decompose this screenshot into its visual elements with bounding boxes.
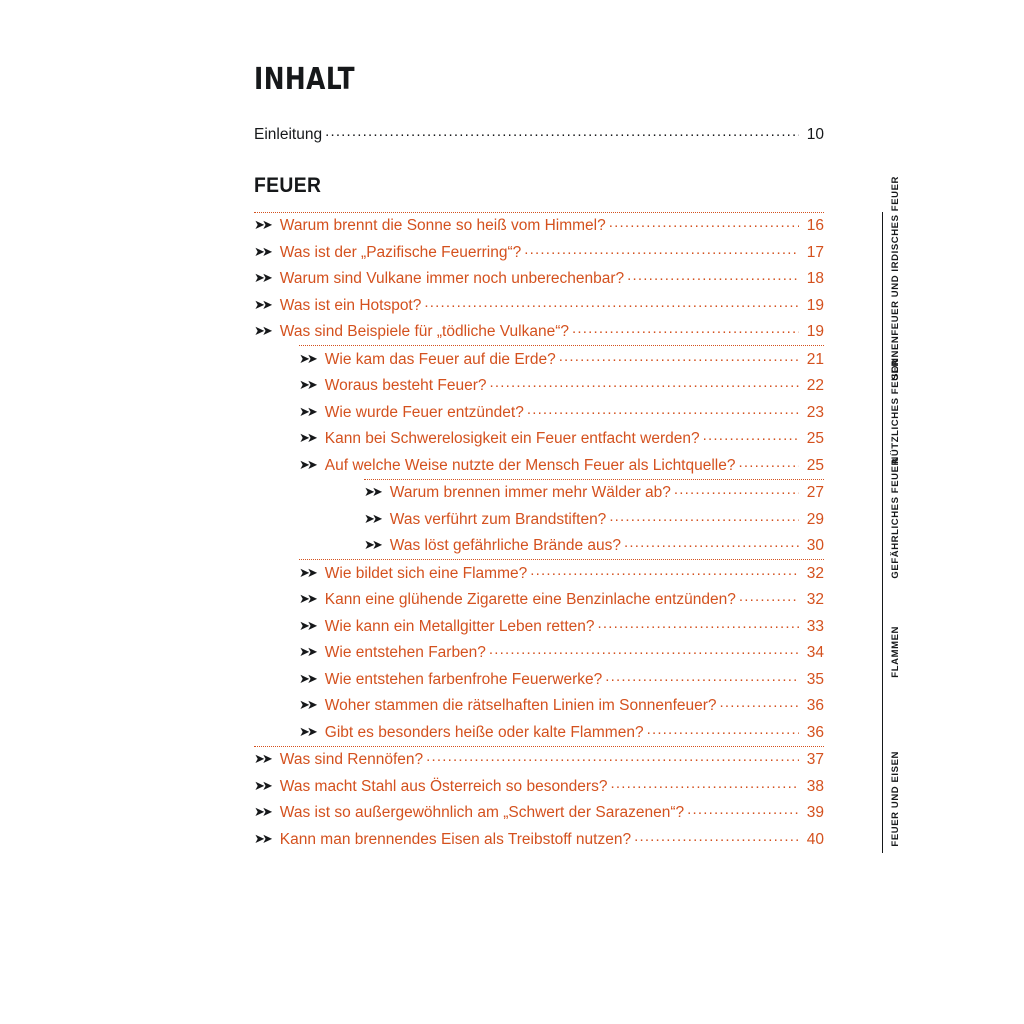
- toc-entry[interactable]: [254, 292, 824, 319]
- toc-entry[interactable]: [254, 800, 824, 827]
- toc-entry-label: Woher stammen die rätselhaften Linien im Sonnenfeuer?: [324, 697, 717, 714]
- toc-entry[interactable]: [364, 533, 824, 560]
- toc-entry[interactable]: [299, 587, 824, 614]
- leader-dots: [624, 535, 799, 550]
- double-chevron-right-icon: ➤➤: [364, 510, 380, 526]
- toc-entry[interactable]: [299, 373, 824, 400]
- toc-group-feuer-und-eisen: [254, 746, 902, 853]
- toc-entry-page: 38: [806, 777, 824, 795]
- toc-entry-page: 29: [806, 510, 824, 528]
- toc-entry-label: Wie entstehen Farben?: [324, 644, 486, 661]
- toc-entry[interactable]: [254, 747, 824, 774]
- leader-dots: [426, 749, 799, 764]
- toc-entry-label: Was ist der „Pazifische Feuerring“?: [279, 243, 522, 261]
- toc-entry-page: 34: [806, 644, 824, 661]
- group-side-label: [882, 746, 902, 853]
- leader-dots: [490, 375, 800, 390]
- toc-entry-page: 23: [806, 403, 824, 421]
- leader-dots: [703, 428, 799, 443]
- leader-dots: [325, 124, 799, 139]
- toc-entry[interactable]: [299, 399, 824, 426]
- side-label-rule: [882, 479, 883, 560]
- double-chevron-right-icon: ➤➤: [299, 723, 315, 739]
- toc-entry-page: 39: [806, 804, 824, 821]
- toc-content: [254, 62, 902, 853]
- toc-entry-page: 19: [806, 296, 824, 314]
- leader-dots: [610, 776, 799, 791]
- toc-entry-label: Auf welche Weise nutzte der Mensch Feuer als Lichtquelle?: [324, 456, 736, 474]
- toc-entry-label: Was verführt zum Brandstiften?: [389, 510, 607, 528]
- double-chevron-right-icon: ➤➤: [299, 564, 315, 580]
- double-chevron-right-icon: ➤➤: [254, 830, 270, 846]
- toc-entry-label: Was löst gefährliche Brände aus?: [389, 537, 621, 554]
- leader-dots: [609, 215, 799, 230]
- double-chevron-right-icon: ➤➤: [254, 777, 270, 793]
- toc-entry-page: 17: [806, 243, 824, 261]
- leader-dots: [674, 482, 799, 497]
- toc-entry-label: Was macht Stahl aus Österreich so besonders?: [279, 777, 608, 795]
- double-chevron-right-icon: ➤➤: [254, 296, 270, 312]
- toc-entry-page: 25: [806, 430, 824, 447]
- double-chevron-right-icon: ➤➤: [254, 804, 270, 819]
- leader-dots: [524, 242, 799, 257]
- leader-dots: [634, 829, 799, 844]
- double-chevron-right-icon: ➤➤: [254, 751, 270, 766]
- double-chevron-right-icon: ➤➤: [299, 350, 315, 366]
- leader-dots: [627, 268, 799, 283]
- toc-entry-page: 19: [806, 323, 824, 340]
- toc-entry-label: Wie kann ein Metallgitter Leben retten?: [324, 617, 595, 635]
- group-side-label: [882, 559, 902, 746]
- toc-entry-label: Was sind Rennöfen?: [279, 751, 424, 768]
- toc-entry-page: 36: [806, 723, 824, 741]
- toc-entry[interactable]: [254, 266, 824, 293]
- toc-entry-label: Kann bei Schwerelosigkeit ein Feuer entfacht werden?: [324, 430, 700, 447]
- toc-group-nuetzliches-feuer: [254, 345, 902, 479]
- toc-entry[interactable]: [254, 239, 824, 266]
- toc-entry[interactable]: [299, 426, 824, 453]
- leader-dots: [572, 321, 799, 336]
- double-chevron-right-icon: ➤➤: [364, 484, 380, 499]
- double-chevron-right-icon: ➤➤: [254, 217, 270, 232]
- toc-entry-label: Wie bildet sich eine Flamme?: [324, 564, 528, 582]
- leader-dots: [738, 455, 799, 470]
- toc-entry[interactable]: [364, 506, 824, 533]
- side-label-rule: [882, 212, 883, 346]
- toc-entry-label: Wie wurde Feuer entzündet?: [324, 403, 524, 421]
- leader-dots: [489, 642, 799, 657]
- double-chevron-right-icon: ➤➤: [299, 617, 315, 633]
- toc-entry-label: Einleitung: [254, 125, 323, 143]
- toc-group-flammen: [254, 559, 902, 746]
- toc-entry[interactable]: [254, 319, 824, 346]
- toc-entry-page: 10: [806, 125, 824, 143]
- toc-entry-label: Was sind Beispiele für „tödliche Vulkane“?: [279, 323, 569, 340]
- side-label-text: GEFÄHRLICHES FEUER: [890, 458, 902, 580]
- page-title: INHALT: [254, 62, 355, 97]
- toc-entry-label: Gibt es besonders heiße oder kalte Flammen?: [324, 723, 644, 741]
- toc-entry-page: 25: [806, 456, 824, 474]
- toc-entry-page: 33: [806, 617, 824, 635]
- toc-entry-page: 40: [806, 830, 824, 848]
- toc-entry[interactable]: [299, 640, 824, 667]
- double-chevron-right-icon: ➤➤: [299, 644, 315, 659]
- double-chevron-right-icon: ➤➤: [299, 377, 315, 392]
- toc-entry-page: 36: [806, 697, 824, 714]
- leader-dots: [605, 669, 799, 684]
- toc-entry[interactable]: [299, 693, 824, 720]
- toc-entry[interactable]: [299, 613, 824, 640]
- leader-dots: [597, 616, 799, 631]
- toc-entry[interactable]: [254, 213, 824, 240]
- toc-entry[interactable]: [364, 480, 824, 507]
- toc-entry-page: 32: [806, 564, 824, 582]
- toc-entry[interactable]: [299, 666, 824, 693]
- side-label-rule: [882, 746, 883, 853]
- leader-dots: [424, 295, 799, 310]
- toc-entry-label: Wie kam das Feuer auf die Erde?: [324, 350, 556, 368]
- group-side-label: [882, 176, 902, 381]
- leader-dots: [527, 402, 799, 417]
- double-chevron-right-icon: ➤➤: [299, 403, 315, 419]
- toc-entry-page: 16: [806, 217, 824, 234]
- double-chevron-right-icon: ➤➤: [299, 591, 315, 606]
- toc-entry-label: Woraus besteht Feuer?: [324, 377, 487, 394]
- leader-dots: [609, 509, 799, 524]
- double-chevron-right-icon: ➤➤: [364, 537, 380, 552]
- toc-entry-page: 30: [806, 537, 824, 554]
- toc-entry-label: Warum sind Vulkane immer noch unberechenbar?: [279, 270, 625, 287]
- toc-entry-label: Warum brennen immer mehr Wälder ab?: [389, 484, 671, 501]
- leader-dots: [559, 349, 799, 364]
- toc-entry[interactable]: [299, 346, 824, 373]
- toc-entry-label: Was ist so außergewöhnlich am „Schwert der Sarazenen“?: [279, 804, 685, 821]
- double-chevron-right-icon: ➤➤: [299, 430, 315, 445]
- side-label-text: SONNENFEUER UND IRDISCHES FEUER: [890, 176, 902, 381]
- leader-dots: [647, 722, 799, 737]
- leader-dots: [687, 802, 799, 817]
- group-side-label: [882, 458, 902, 580]
- double-chevron-right-icon: ➤➤: [254, 270, 270, 285]
- double-chevron-right-icon: ➤➤: [254, 323, 270, 338]
- toc-entry[interactable]: [254, 773, 824, 800]
- section-title-feuer: FEUER: [254, 173, 322, 197]
- toc-entry-page: 18: [806, 270, 824, 287]
- side-label-text: FEUER UND EISEN: [890, 751, 902, 847]
- double-chevron-right-icon: ➤➤: [299, 670, 315, 686]
- toc-entry-page: 21: [806, 350, 824, 368]
- toc-entry-page: 37: [806, 751, 824, 768]
- toc-entry-page: 22: [806, 377, 824, 394]
- toc-entry-page: 32: [806, 591, 824, 608]
- leader-dots: [739, 589, 799, 604]
- toc-entry[interactable]: [254, 826, 824, 853]
- toc-entry-intro[interactable]: [254, 121, 824, 148]
- toc-entry[interactable]: [299, 560, 824, 587]
- double-chevron-right-icon: ➤➤: [299, 456, 315, 472]
- side-label-text: FLAMMEN: [890, 626, 902, 679]
- double-chevron-right-icon: ➤➤: [254, 243, 270, 259]
- side-label-rule: [882, 559, 883, 746]
- toc-entry[interactable]: [299, 719, 824, 746]
- toc-entry-label: Kann man brennendes Eisen als Treibstoff nutzen?: [279, 830, 632, 848]
- side-label-text: NÜTZLICHES FEUER: [890, 359, 902, 465]
- leader-dots: [720, 695, 799, 710]
- toc-entry-label: Kann eine glühende Zigarette eine Benzinlache entzünden?: [324, 591, 736, 608]
- toc-entry-page: 35: [806, 670, 824, 688]
- leader-dots: [530, 563, 799, 578]
- double-chevron-right-icon: ➤➤: [299, 697, 315, 712]
- toc-entry-label: Wie entstehen farbenfrohe Feuerwerke?: [324, 670, 603, 688]
- toc-entry-label: Warum brennt die Sonne so heiß vom Himmel?: [279, 217, 606, 234]
- toc-entry-label: Was ist ein Hotspot?: [279, 296, 422, 314]
- side-label-rule: [882, 345, 883, 479]
- toc-entry[interactable]: [299, 452, 824, 479]
- toc-entry-page: 27: [806, 484, 824, 501]
